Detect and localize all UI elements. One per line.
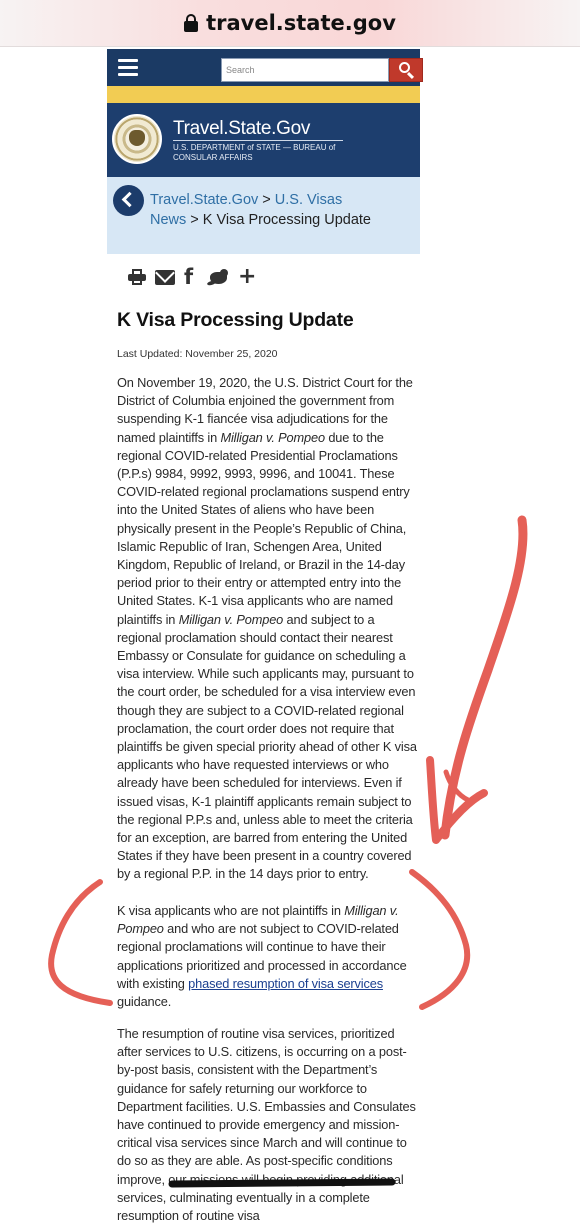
arrow-annotation: [445, 520, 523, 835]
site-subtitle: U.S. DEPARTMENT of STATE — BUREAU of CONSULAR AFFAIRS: [173, 143, 336, 162]
paragraph-text: due to the regional COVID-related Presidential Proclamations (P.P.s) 9984, 9992, 9993, 9996, and 10041. These COVID-related regional proclamations suspend entry into the United States of aliens who have been physically present in the People’s Republic of China, Islamic Republic of Iran, Schengen Area, United Kingdom, Republic of Ireland, or Brazil in the 14-day period prior to their entry or attempted entry into the United States. K-1 visa applicants who are named plaintiffs in: [117, 429, 410, 627]
case-name: Milligan v. Pompeo: [178, 611, 284, 627]
alert-bar: [107, 86, 420, 103]
print-icon[interactable]: [128, 269, 146, 285]
email-icon[interactable]: [155, 270, 175, 285]
last-updated: Last Updated: November 25, 2020: [117, 348, 278, 360]
article-paragraph: [117, 1025, 417, 1225]
paragraph-text: The resumption of routine visa services, prioritized after services to U.S. citizens, is occurring on a post-by-post basis, consistent with the Department’s guidance for safely returning our workforce to Department facilities. U.S. Embassies and Consulates have continued to provide emergency and mission-critical visa services since March and will continue to do so as they are able. As post-specific conditions improve, our missions will begin providing additional services, culminating eventually in a complete resumption of routine visa: [117, 1026, 416, 1224]
plus-icon[interactable]: +: [238, 264, 257, 289]
paragraph-text: and who are not subject to COVID-related regional proclamations will continue to have their applications prioritized and processed in accordance with existing: [117, 921, 407, 991]
search-input[interactable]: Search: [221, 58, 389, 82]
paragraph-text: K visa applicants who are not plaintiffs in: [117, 903, 345, 918]
arrow-annotation: [446, 772, 468, 800]
site-banner[interactable]: [107, 103, 420, 177]
paragraph-text: On November 19, 2020, the U.S. District Court for the District of Columbia enjoined the government from suspending K-1 fiancée visa adjudications for the named plaintiffs in: [117, 375, 413, 445]
breadcrumb-visas-link[interactable]: U.S. Visas: [274, 192, 343, 208]
article-paragraph: [117, 902, 417, 1011]
top-nav: [107, 49, 420, 86]
site-title[interactable]: Travel.State.Gov: [173, 118, 311, 139]
phased-resumption-link[interactable]: phased resumption of visa services: [188, 975, 383, 991]
page-title: K Visa Processing Update: [117, 309, 354, 331]
breadcrumb-separator: >: [262, 192, 271, 208]
facebook-icon[interactable]: f: [184, 265, 194, 289]
breadcrumb-home-link[interactable]: Travel.State.Gov: [150, 192, 259, 208]
lock-icon: [184, 14, 198, 32]
case-name: Milligan v. Pompeo: [117, 903, 399, 937]
breadcrumb-separator: >: [190, 211, 199, 228]
url-text[interactable]: travel.state.gov: [206, 11, 396, 35]
menu-icon[interactable]: [118, 59, 138, 76]
breadcrumb: [107, 177, 420, 254]
department-seal-icon: [112, 114, 162, 164]
share-toolbar: [128, 266, 265, 288]
browser-url-bar[interactable]: [0, 0, 580, 47]
twitter-icon[interactable]: [207, 268, 229, 286]
breadcrumb-trail: [150, 191, 410, 230]
case-name: Milligan v. Pompeo: [220, 429, 325, 445]
paragraph-text: guidance.: [117, 994, 172, 1010]
article-paragraph: [117, 374, 417, 884]
paragraph-text: and subject to a regional proclamation should contact their nearest Embassy or Consulate for guidance on scheduling a visa interview. While such applicants may, pursuant to the court order, be scheduled for a visa interview even though they are subject to a COVID-related regional proclamation, the court order does not require that plaintiffs be given special priority ahead of other K visa applicants who have requested interviews or who already have been scheduled for interviews. Even if issued visas, K-1 plaintiff applicants remain subject to the regional P.P.s and, unless able to meet the criteria for an exception, are barred from entering the United States if they have been present in a country covered by a regional P.P. in the 14 days prior to entry.: [117, 611, 417, 882]
arrow-annotation: [430, 760, 484, 840]
back-arrow-icon[interactable]: [113, 185, 144, 216]
breadcrumb-news-link[interactable]: News: [150, 211, 187, 228]
title-divider: [173, 140, 343, 141]
bracket-left-annotation: [51, 882, 110, 1003]
search-button[interactable]: [389, 58, 423, 82]
bracket-right-annotation: [412, 872, 467, 1007]
breadcrumb-current: K Visa Processing Update: [202, 211, 371, 228]
